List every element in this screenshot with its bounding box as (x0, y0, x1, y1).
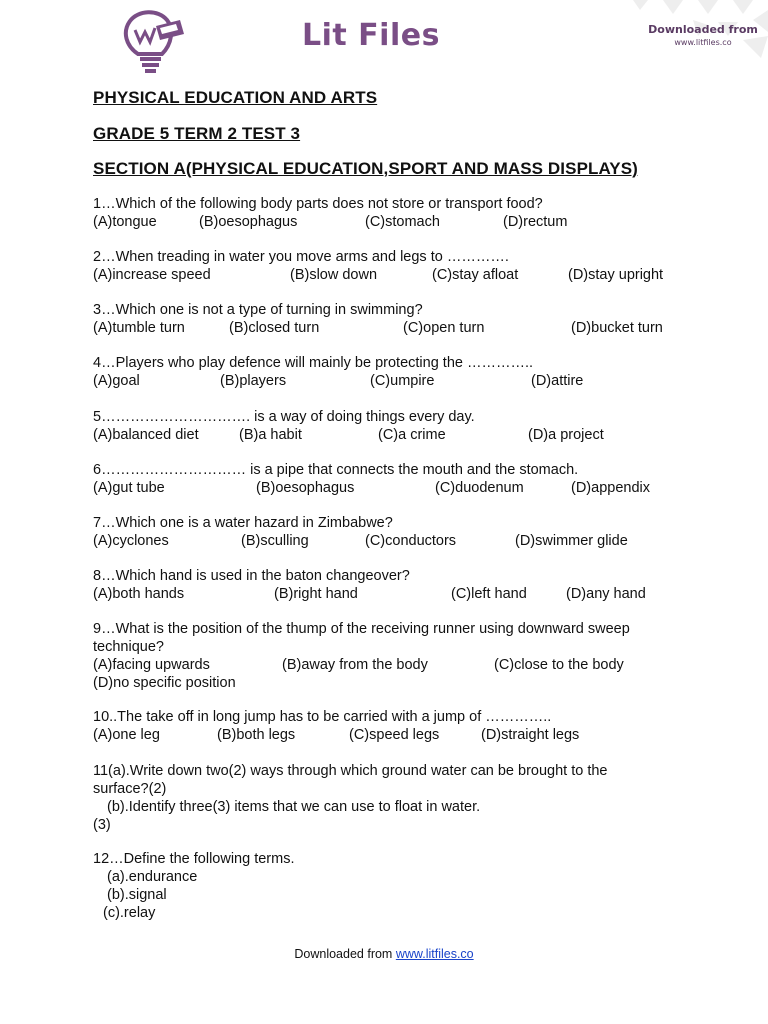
lightbulb-logo-icon (118, 8, 188, 76)
question-5 (93, 408, 604, 444)
option-a: (A)tumble turn (93, 320, 185, 336)
option-b: (B)away from the body (282, 657, 428, 673)
question-11 (93, 762, 608, 834)
option-b: (B)both legs (217, 727, 296, 743)
option-c: (C)close to the body (494, 657, 624, 673)
option-a: (A)one leg (93, 727, 160, 743)
question-1 (93, 195, 568, 231)
question-text-continued: technique? (93, 639, 164, 655)
option-a: (A)tongue (93, 214, 157, 230)
brand-name: Lit Files (302, 18, 440, 53)
option-d: (D)any hand (566, 586, 646, 602)
option-b: (B)oesophagus (199, 214, 298, 230)
question-11a-text: 11(a).Write down two(2) ways through which ground water can be brought to the (93, 763, 608, 779)
option-b: (B)players (220, 373, 287, 389)
question-11b-text: (b).Identify three(3) items that we can use to float in water. (107, 799, 481, 815)
question-10 (93, 708, 580, 744)
option-a: (A)gut tube (93, 480, 165, 496)
section-title: SECTION A(PHYSICAL EDUCATION,SPORT AND MASS DISPLAYS) (93, 159, 638, 178)
option-b: (B)oesophagus (256, 480, 355, 496)
option-b: (B)closed turn (229, 320, 320, 336)
option-c: (C)a crime (378, 427, 446, 443)
downloaded-from-badge (640, 23, 766, 47)
question-4 (93, 354, 584, 390)
question-text: 4…Players who play defence will mainly be protecting the ………….. (93, 355, 534, 371)
grade-title: GRADE 5 TERM 2 TEST 3 (93, 124, 301, 143)
option-b: (B)sculling (241, 533, 309, 549)
option-b: (B)slow down (290, 267, 378, 283)
footer-link[interactable]: www.litfiles.co (395, 947, 474, 961)
question-text: 3…Which one is not a type of turning in swimming? (93, 302, 423, 318)
question-2 (93, 248, 664, 284)
question-12 (93, 850, 295, 922)
term-b: (b).signal (107, 887, 167, 903)
subject-title: PHYSICAL EDUCATION AND ARTS (93, 88, 378, 107)
downloaded-url: www.litfiles.co (674, 38, 732, 47)
option-a: (A)both hands (93, 586, 185, 602)
downloaded-label: Downloaded from (648, 23, 758, 36)
option-c: (C)left hand (451, 586, 527, 602)
option-d: (D)bucket turn (571, 320, 663, 336)
option-d: (D)no specific position (93, 675, 236, 691)
option-d: (D)swimmer glide (515, 533, 628, 549)
option-a: (A)cyclones (93, 533, 169, 549)
option-c: (C)stay afloat (432, 267, 519, 283)
option-d: (D)appendix (571, 480, 650, 496)
option-d: (D)a project (528, 427, 604, 443)
option-d: (D)stay upright (568, 267, 664, 283)
question-text: 6………………………… is a pipe that connects the mouth and the stomach. (93, 462, 579, 478)
question-text: 7…Which one is a water hazard in Zimbabwe? (93, 515, 393, 531)
option-a: (A)goal (93, 373, 140, 389)
question-11b-marks: (3) (93, 817, 111, 833)
option-c: (C)duodenum (435, 480, 524, 496)
option-c: (C)umpire (370, 373, 435, 389)
option-c: (C)open turn (403, 320, 485, 336)
term-a: (a).endurance (107, 869, 198, 885)
question-3 (93, 301, 663, 337)
question-text: 5…………………………. is a way of doing things every day. (93, 409, 475, 425)
question-text: 2…When treading in water you move arms and legs to …………. (93, 249, 509, 265)
footer (0, 947, 768, 961)
option-a: (A)balanced diet (93, 427, 199, 443)
question-text: 9…What is the position of the thump of the receiving runner using downward sweep (93, 621, 630, 637)
question-text: 12…Define the following terms. (93, 851, 295, 867)
option-a: (A)facing upwards (93, 657, 210, 673)
option-d: (D)rectum (503, 214, 568, 230)
option-c: (C)speed legs (349, 727, 440, 743)
question-6 (93, 461, 650, 497)
option-c: (C)stomach (365, 214, 440, 230)
option-a: (A)increase speed (93, 267, 211, 283)
question-9 (93, 620, 630, 692)
footer-label: Downloaded from (294, 947, 396, 961)
question-text: 1…Which of the following body parts does not store or transport food? (93, 196, 543, 212)
question-8 (93, 567, 646, 603)
question-7 (93, 514, 628, 550)
question-text: 8…Which hand is used in the baton changeover? (93, 568, 410, 584)
option-b: (B)right hand (274, 586, 358, 602)
question-text: 10..The take off in long jump has to be carried with a jump of ………….. (93, 709, 552, 725)
term-c: (c).relay (103, 905, 156, 921)
option-d: (D)attire (531, 373, 584, 389)
option-c: (C)conductors (365, 533, 457, 549)
option-d: (D)straight legs (481, 727, 580, 743)
question-11a-text-continued: surface?(2) (93, 781, 167, 797)
option-b: (B)a habit (239, 427, 302, 443)
